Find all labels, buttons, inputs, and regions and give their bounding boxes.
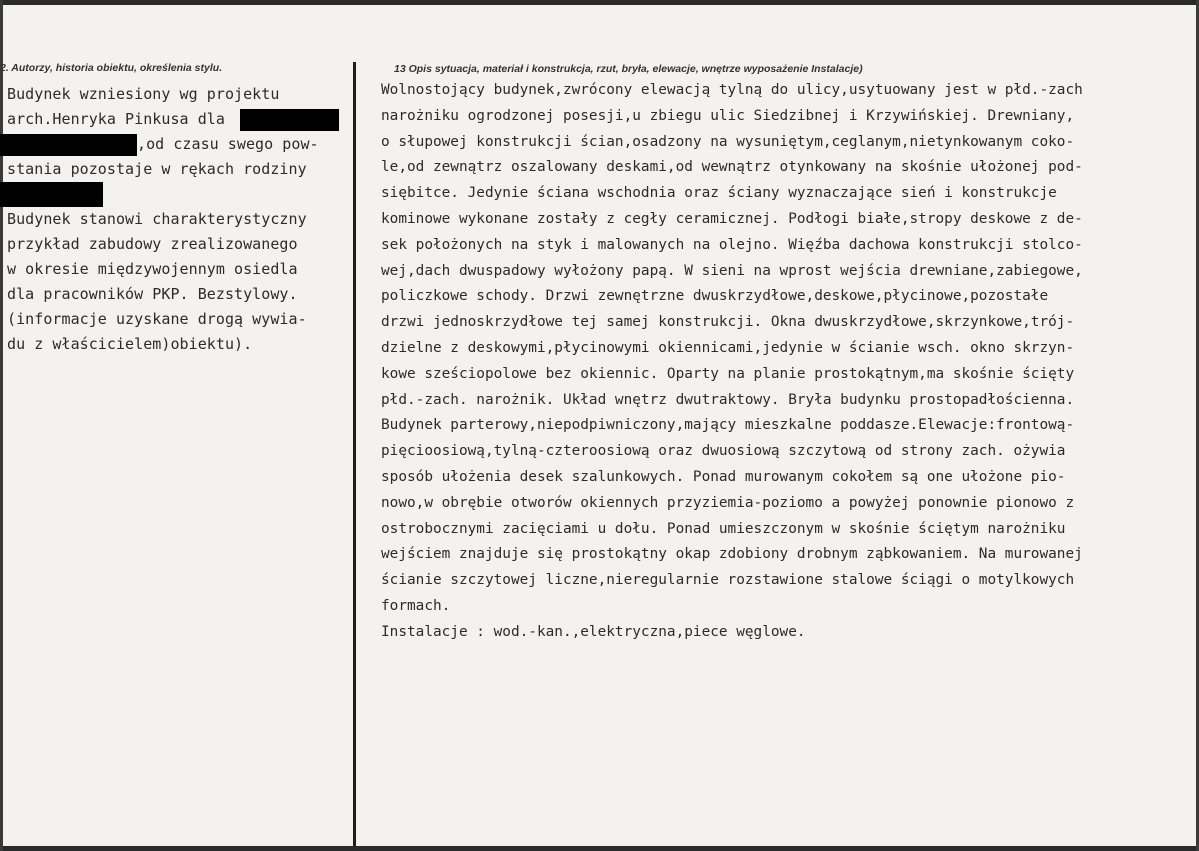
redaction-block [240, 109, 339, 131]
scan-edge-left [0, 0, 3, 851]
left-line-with-redaction [7, 182, 352, 207]
right-line: o słupowej konstrukcji ścian,osadzony na wysuniętym,ceglanym,nietynkowanym coko- [381, 133, 1075, 150]
column-divider [353, 62, 356, 846]
left-section-header: 2. Autorzy, historia obiektu, określenia stylu. [0, 62, 223, 74]
right-line: formach. [381, 597, 451, 614]
redaction-block [0, 134, 137, 156]
left-line-with-redaction [7, 132, 352, 157]
right-line: le,od zewnątrz oszalowany deskami,od wewnątrz otynkowany na skośnie ułożonej pod- [381, 159, 1083, 176]
right-line: ostrobocznymi zacięciami u dołu. Ponad umieszczonym w skośnie ściętym narożniku [381, 520, 1066, 537]
left-line: w okresie międzywojennym osiedla [7, 260, 298, 278]
left-line: stania pozostaje w rękach rodziny [7, 160, 307, 178]
right-line: kominowe wykonane zostały z cegły ceramicznej. Podłogi białe,stropy deskowe z de- [381, 210, 1083, 227]
left-line-text: arch.Henryka Pinkusa dla [7, 110, 235, 128]
right-line: Budynek parterowy,niepodpiwniczony,mający mieszkalne poddasze.Elewacje:frontową- [381, 417, 1075, 434]
left-column-text [7, 82, 352, 357]
left-line: Budynek wzniesiony wg projektu [7, 85, 280, 103]
right-line: wejściem znajduje się prostokątny okap zdobiony drobnym ząbkowaniem. Na murowanej [381, 546, 1083, 563]
right-line: dzielne z deskowymi,płycinowymi okiennicami,jedynie w ścianie wsch. okno skrzyn- [381, 339, 1075, 356]
right-section-header: 13 Opis sytuacja, materiał i konstrukcja, rzut, bryła, elewacje, wnętrze wyposażenie Instalacje) [394, 63, 863, 75]
left-line: (informacje uzyskane drogą wywia- [7, 310, 307, 328]
right-line: siębitce. Jedynie ściana wschodnia oraz ściany wyznaczające sień i konstrukcje [381, 185, 1057, 202]
right-line: sek położonych na styk i malowanych na olejno. Więźba dachowa konstrukcji stolco- [381, 236, 1083, 253]
redaction-block [0, 182, 103, 207]
right-line: Instalacje : wod.-kan.,elektryczna,piece węglowe. [381, 623, 806, 640]
right-line: sposób ułożenia desek szalunkowych. Ponad murowanym cokołem są one ułożone pio- [381, 468, 1066, 485]
right-line: płd.-zach. narożnik. Układ wnętrz dwutraktowy. Bryła budynku prostopadłościenna. [381, 391, 1075, 408]
right-line: policzkowe schody. Drzwi zewnętrzne dwuskrzydłowe,deskowe,płycinowe,pozostałe [381, 288, 1049, 305]
left-line: dla pracowników PKP. Bezstylowy. [7, 285, 298, 303]
right-line: drzwi jednoskrzydłowe tej samej konstrukcji. Okna dwuskrzydłowe,skrzynkowe,trój- [381, 314, 1075, 331]
scan-edge-bottom [0, 846, 1199, 851]
left-line-with-redaction [7, 107, 352, 132]
right-line: kowe sześciopolowe bez okiennic. Oparty na planie prostokątnym,ma skośnie ścięty [381, 365, 1075, 382]
left-line: przykład zabudowy zrealizowanego [7, 235, 298, 253]
left-line: du z właścicielem)obiektu). [7, 335, 253, 353]
right-line: nowo,w obrębie otworów okiennych przyziemia-poziomo a powyżej ponownie pionowo z [381, 494, 1075, 511]
right-line: ścianie szczytowej liczne,nieregularnie rozstawione stalowe ściągi o motylkowych [381, 572, 1075, 589]
left-line-text: ,od czasu swego pow- [137, 135, 319, 153]
right-line: Wolnostojący budynek,zwrócony elewacją tylną do ulicy,usytuowany jest w płd.-zach [381, 82, 1083, 98]
right-line: pięcioosiową,tylną-czteroosiową oraz dwuosiową szczytową od strony zach. ożywia [381, 443, 1066, 460]
right-line: narożniku ogrodzonej posesji,u zbiegu ulic Siedzibnej i Krzywińskiej. Drewniany, [381, 107, 1075, 124]
scan-edge-top [0, 0, 1199, 5]
right-line: wej,dach dwuspadowy wyłożony papą. W sieni na wprost wejścia drewniane,zabiegowe, [381, 262, 1083, 279]
right-column-text [381, 78, 1196, 646]
left-line: Budynek stanowi charakterystyczny [7, 210, 307, 228]
